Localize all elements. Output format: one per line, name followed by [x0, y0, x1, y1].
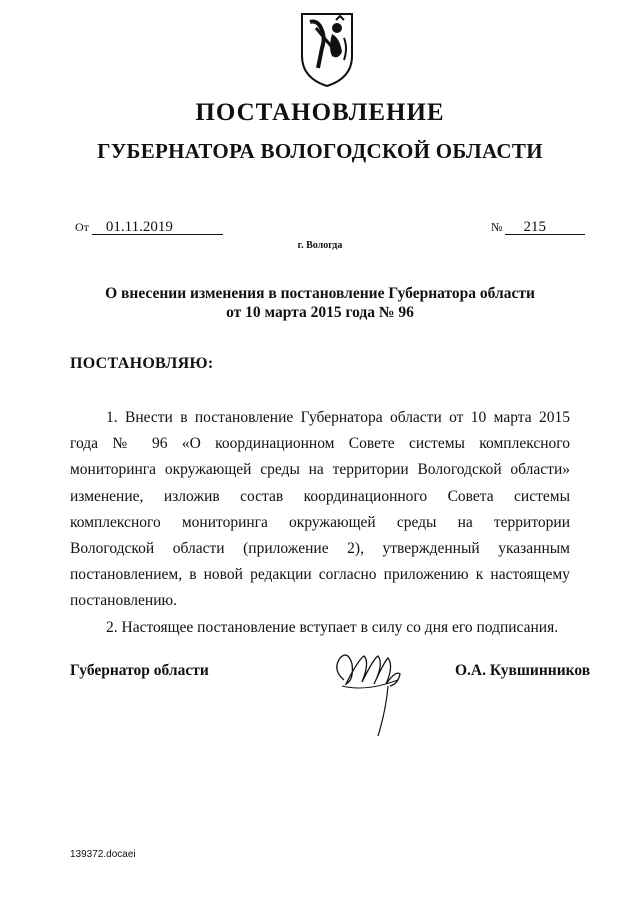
document-title: ПОСТАНОВЛЕНИЕ	[195, 99, 445, 126]
date-value: 01.11.2019	[92, 220, 223, 235]
file-code: 139372.docaei	[70, 849, 136, 860]
number-field	[491, 220, 585, 235]
date-field	[75, 220, 223, 235]
subject-line-2: от 10 марта 2015 года № 96	[226, 304, 414, 321]
document-body	[70, 405, 570, 641]
paragraph-2: 2. Настоящее постановление вступает в силу со дня его подписания.	[106, 618, 559, 636]
subject-line-1: О внесении изменения в постановление Губернатора области	[105, 285, 535, 302]
city-label: г. Вологда	[297, 240, 343, 251]
number-value: 215	[505, 220, 585, 235]
subject-heading	[60, 284, 580, 322]
coat-of-arms-icon	[296, 8, 358, 90]
document-subtitle: ГУБЕРНАТОРА ВОЛОГОДСКОЙ ОБЛАСТИ	[97, 139, 543, 163]
signer-position: Губернатор области	[70, 662, 209, 679]
signer-name: О.А. Кувшинников	[455, 662, 591, 679]
paragraph-1: 1. Внести в постановление Губернатора области от 10 марта 2015 года № 96 «О координационном Совете системы комплексного мониторинга окружающей среды на территории Вологодской области» изменение, изложив состав координационного Совета системы комплексного мониторинга окружающей среды на территории Вологодской области (приложение 2), утвержденный указанным постановлением, в новой редакции согласно приложению к настоящему постановлению.	[70, 409, 570, 610]
handwritten-signature-icon	[330, 640, 410, 740]
date-prefix: От	[75, 220, 89, 234]
decree-word: ПОСТАНОВЛЯЮ:	[70, 355, 214, 372]
number-prefix: №	[491, 220, 503, 234]
